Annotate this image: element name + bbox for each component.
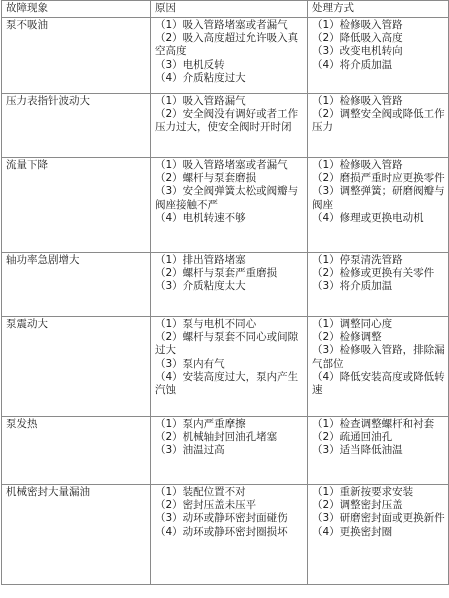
remedy-cell: [308, 94, 449, 158]
cause-item: （2）螺杆与泵套不同心或间隙过大: [155, 331, 299, 357]
table-row: [2, 158, 449, 253]
remedy-cell: [308, 253, 449, 317]
cause-item: （3）泵内有气: [155, 357, 225, 370]
cause-item: （4）电机转速不够: [155, 211, 246, 224]
table-row: [2, 417, 449, 485]
remedy-item: （1）检查调整螺杆和衬套: [312, 418, 435, 430]
cause-item: （2）安全阀没有调好或者工作压力过大，使安全阀时开时闭: [155, 108, 299, 134]
symptom-cell: [2, 94, 151, 158]
symptom-text: 泵发热: [6, 418, 38, 430]
cause-item: （2）机械轴封回油孔堵塞: [155, 431, 278, 444]
remedy-cell: [308, 417, 449, 485]
remedy-cell: [308, 18, 449, 94]
remedy-item: （3）研磨密封面或更换新件: [312, 512, 445, 525]
cause-cell: [151, 317, 308, 417]
remedy-item: （4）降低安装高度或降低转速: [312, 370, 445, 397]
remedy-cell: [308, 317, 449, 417]
symptom-cell: [2, 417, 151, 485]
cause-item: （2）吸入高度超过允许吸入真空高度: [155, 32, 299, 58]
remedy-item: （4）更换密封圈: [312, 525, 393, 538]
cause-cell: [151, 94, 308, 158]
remedy-item: （1）检修吸入管路: [312, 159, 403, 171]
table-body: [2, 18, 449, 585]
cause-item: （3）动环或静环密封面碰伤: [155, 512, 288, 525]
remedy-item: （3）调整弹簧；研磨阀瓣与阀座: [312, 185, 445, 211]
remedy-item: （3）适当降低油温: [312, 444, 403, 457]
cause-item: （4）安装高度过大，泵内产生汽蚀: [155, 370, 299, 397]
remedy-item: （2）降低吸入高度: [312, 32, 403, 45]
cause-item: （1）泵与电机不同心: [155, 318, 257, 330]
remedy-item: （2）检修调整: [312, 331, 382, 344]
cause-item: （2）密封压盖未压平: [155, 499, 257, 512]
header-cause: 原因: [151, 1, 308, 18]
symptom-text: 泵震动大: [6, 318, 48, 330]
symptom-text: 轴功率急剧增大: [6, 254, 80, 266]
remedy-item: （4）将介质加温: [312, 58, 393, 71]
header-symptom: 故障现象: [2, 1, 151, 18]
symptom-text: 机械密封大量漏油: [6, 486, 90, 498]
table-row: [2, 253, 449, 317]
header-remedy: 处理方式: [308, 1, 449, 18]
symptom-cell: [2, 485, 151, 585]
symptom-text: 流量下降: [6, 159, 48, 171]
symptom-cell: [2, 18, 151, 94]
cause-item: （4）动环或静环密封圈损坏: [155, 525, 288, 538]
cause-item: （1）吸入管路堵塞或者漏气: [155, 19, 288, 31]
cause-item: （2）螺杆与泵套严重磨损: [155, 267, 278, 280]
remedy-item: （1）检修吸入管路: [312, 19, 403, 31]
symptom-cell: [2, 317, 151, 417]
cause-item: （1）吸入管路漏气: [155, 95, 246, 107]
remedy-cell: [308, 485, 449, 585]
cause-item: （1）装配位置不对: [155, 486, 246, 498]
table-row: [2, 94, 449, 158]
troubleshooting-table: [1, 0, 449, 585]
remedy-item: （3）改变电机转向: [312, 45, 403, 58]
cause-cell: [151, 485, 308, 585]
remedy-item: （1）检修吸入管路: [312, 95, 403, 107]
cause-cell: [151, 253, 308, 317]
cause-item: （4）介质粘度过大: [155, 71, 246, 84]
cause-cell: [151, 18, 308, 94]
cause-item: （3）安全阀弹簧太松或阀瓣与阀座接触不严: [155, 185, 299, 211]
remedy-item: （2）检修或更换有关零件: [312, 267, 435, 280]
cause-item: （1）吸入管路堵塞或者漏气: [155, 159, 288, 171]
symptom-cell: [2, 158, 151, 253]
table-row: [2, 317, 449, 417]
remedy-item: （2）调整密封压盖: [312, 499, 403, 512]
table-header-row: [2, 1, 449, 18]
remedy-item: （2）调整安全阀或降低工作压力: [312, 108, 445, 134]
remedy-item: （2）磨损严重时应更换零件: [312, 172, 445, 185]
cause-item: （3）油温过高: [155, 444, 225, 457]
cause-item: （2）螺杆与泵套磨损: [155, 172, 257, 185]
remedy-item: （1）调整同心度: [312, 318, 393, 330]
remedy-item: （3）将介质加温: [312, 280, 393, 293]
cause-cell: [151, 417, 308, 485]
symptom-cell: [2, 253, 151, 317]
remedy-item: （1）重新按要求安装: [312, 486, 414, 498]
remedy-item: （4）修理或更换电动机: [312, 211, 424, 224]
cause-item: （3）电机反转: [155, 58, 225, 71]
symptom-text: 泵不吸油: [6, 19, 48, 31]
cause-item: （1）排出管路堵塞: [155, 254, 246, 266]
cause-item: （1）泵内严重摩擦: [155, 418, 246, 430]
remedy-item: （2）疏通回油孔: [312, 431, 393, 444]
cause-item: （3）介质粘度太大: [155, 280, 246, 293]
remedy-item: （1）停泵清洗管路: [312, 254, 403, 266]
symptom-text: 压力表指针波动大: [6, 95, 90, 107]
remedy-cell: [308, 158, 449, 253]
remedy-item: （3）检修吸入管路，排除漏气部位: [312, 344, 445, 370]
cause-cell: [151, 158, 308, 253]
table-row: [2, 18, 449, 94]
table-row: [2, 485, 449, 585]
